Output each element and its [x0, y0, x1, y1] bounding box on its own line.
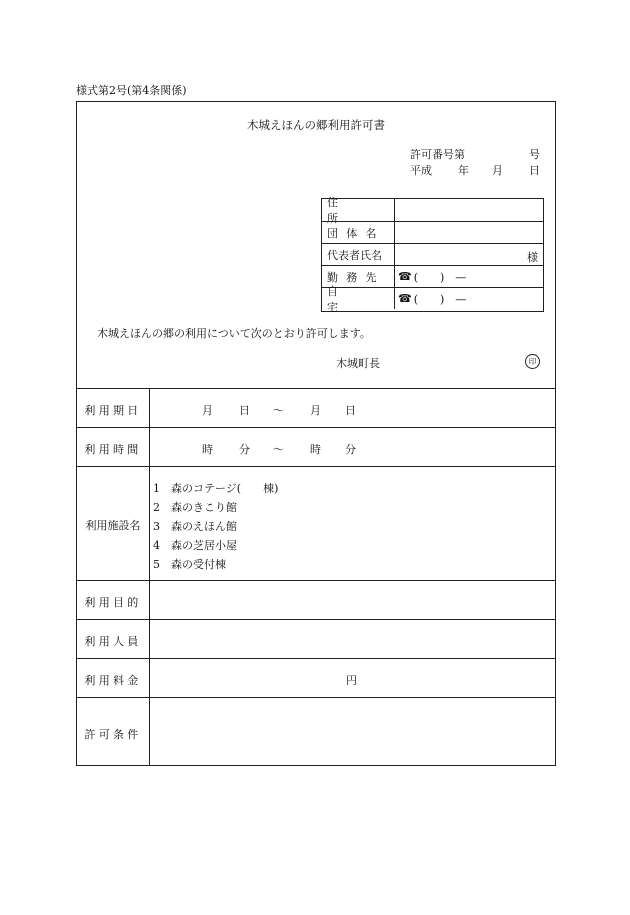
- permit-statement: 木城えほんの郷の利用について次のとおり許可します。: [97, 327, 371, 340]
- date-year: 年: [458, 164, 469, 177]
- fee-field[interactable]: [150, 658, 555, 697]
- representative-field[interactable]: [395, 244, 543, 265]
- address-label: 住所: [322, 199, 395, 221]
- telephone-icon: ☎: [398, 270, 412, 283]
- period-to-day: 日: [345, 404, 356, 417]
- representative-label: 代表者氏名: [322, 244, 395, 265]
- period-to-month: 月: [310, 404, 321, 417]
- home-phone-format: ( ) —: [413, 292, 467, 306]
- facility-item[interactable]: 5 森の受付棟: [153, 558, 226, 571]
- facility-item[interactable]: 1 森のコテージ( 棟): [153, 482, 279, 495]
- workplace-phone-field[interactable]: [395, 266, 543, 287]
- period-from-month: 月: [202, 404, 213, 417]
- form-number-label: 様式第2号(第4条関係): [76, 84, 187, 97]
- conditions-label: 許可条件: [84, 728, 142, 741]
- fee-label: 利用料金: [84, 674, 142, 687]
- permit-form: [76, 101, 556, 766]
- time-tilde: ～: [273, 443, 284, 456]
- facility-item[interactable]: 3 森のえほん館: [153, 520, 237, 533]
- period-label: 利用期日: [84, 404, 142, 417]
- time-label: 利用時間: [84, 443, 142, 456]
- period-from-day: 日: [239, 404, 250, 417]
- telephone-icon: ☎: [398, 292, 412, 305]
- permit-number-prefix: 許可番号第: [410, 148, 465, 161]
- period-tilde: ～: [273, 404, 284, 417]
- form-title: 木城えほんの郷利用許可書: [247, 118, 385, 132]
- workplace-phone-format: ( ) —: [413, 270, 467, 284]
- representative-row: [322, 243, 543, 265]
- purpose-field[interactable]: [150, 580, 555, 619]
- facility-label: 利用施設名: [85, 519, 141, 532]
- time-to-minute: 分: [345, 443, 356, 456]
- people-label: 利用人員: [84, 635, 142, 648]
- purpose-label: 利用目的: [84, 596, 142, 609]
- honorific-sama: 様: [527, 251, 538, 264]
- home-phone-field[interactable]: [395, 288, 543, 309]
- date-month: 月: [492, 164, 503, 177]
- issuer-name: 木城町長: [336, 357, 380, 370]
- time-from-hour: 時: [202, 443, 213, 456]
- group-label: 団体名: [322, 222, 395, 243]
- address-field[interactable]: [395, 199, 543, 221]
- time-from-minute: 分: [239, 443, 250, 456]
- applicant-table: [321, 198, 544, 312]
- date-day: 日: [529, 164, 540, 177]
- workplace-label: 勤務先: [322, 266, 395, 287]
- home-label: 自宅: [322, 288, 395, 309]
- permit-number-suffix: 号: [529, 148, 540, 161]
- conditions-field[interactable]: [150, 697, 555, 765]
- group-row: [322, 221, 543, 243]
- facility-item[interactable]: 2 森のきこり館: [153, 501, 237, 514]
- facility-item[interactable]: 4 森の芝居小屋: [153, 539, 237, 552]
- home-row: [322, 284, 543, 314]
- time-to-hour: 時: [310, 443, 321, 456]
- seal-stamp: 印: [525, 354, 540, 369]
- group-field[interactable]: [395, 222, 543, 243]
- fee-unit: 円: [346, 674, 357, 687]
- address-row: [322, 196, 543, 225]
- people-field[interactable]: [150, 619, 555, 658]
- date-era: 平成: [410, 164, 432, 177]
